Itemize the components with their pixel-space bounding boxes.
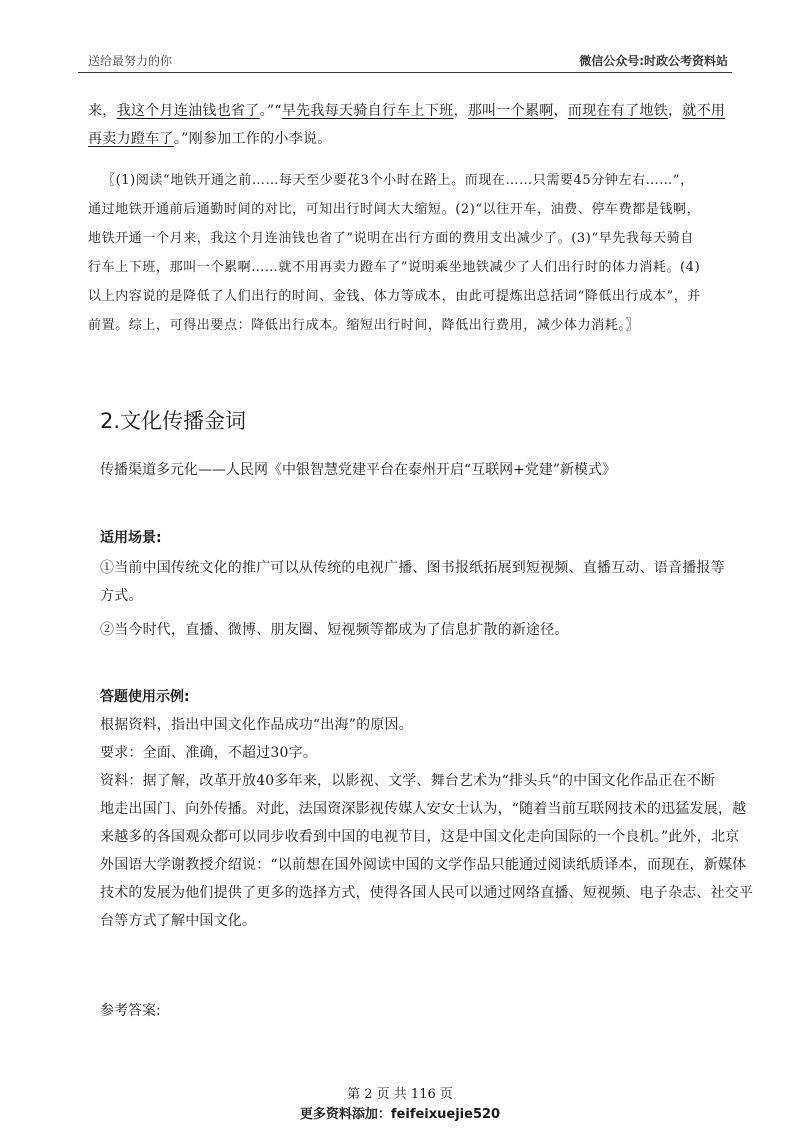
analysis-line: 前置。综上，可得出要点：降低出行成本。缩短出行时间，降低出行费用，减少体力消耗。〗	[88, 318, 640, 333]
scenes-block	[100, 554, 730, 644]
text-segment: ，	[553, 103, 568, 119]
example-block	[100, 711, 754, 935]
material-line: 台等方式了解中国文化。	[100, 913, 257, 929]
page-number: 第 2 页 共 116 页	[347, 1087, 453, 1102]
material-line: 地走出国门、向外传播。对此，法国资深影视传媒人安女士认为，“随着当前互联网技术的迅猛发展，越	[100, 801, 747, 817]
top-paragraph	[88, 99, 728, 151]
question-text: 根据资料，指出中国文化作品成功“出海”的原因。	[100, 717, 413, 733]
material-line: 来越多的各国观众都可以同步收看到中国的电视节目，这是中国文化走向国际的一个良机。”此外，北京	[100, 829, 740, 845]
material-line: 外国语大学谢教授介绍说：“以前想在国外阅读中国的文学作品只能通过阅读纸质译本，而现在，新媒体	[100, 857, 747, 873]
text-segment: 。”刚参加工作的小李说。	[173, 131, 332, 147]
underlined-segment: 就不用	[682, 103, 726, 119]
answer-heading: 参考答案:	[100, 1003, 161, 1019]
scenes-heading: 适用场景:	[100, 530, 162, 546]
analysis-block	[88, 166, 728, 340]
underlined-segment: 而现在有了地铁	[567, 103, 668, 119]
header-left-text: 送给最努力的你	[88, 54, 173, 68]
text-segment: ，	[453, 103, 468, 119]
section-title: 2.文化传播金词	[100, 409, 247, 433]
scene-line: 方式。	[100, 588, 143, 604]
analysis-line: 地铁开通一个月来，我这个月连油钱也省了”说明在出行方面的费用支出减少了。(3)“早先我每天骑自	[88, 231, 694, 246]
requirement-text: 要求：全面、准确，不超过30字。	[100, 745, 318, 761]
scene-line: ②当今时代，直播、微博、朋友圈、短视频等都成为了信息扩散的新途径。	[100, 622, 569, 638]
underlined-segment: 再卖力蹬车了	[88, 131, 174, 147]
analysis-line: 〖(1)阅读“地铁开通之前……每天至少要花3个小时在路上。而现在……只需要45分钟左右……”，	[102, 173, 694, 188]
underlined-segment: 我这个月连油钱也省了	[116, 103, 260, 119]
top-paragraph-line	[88, 127, 728, 151]
text-segment: ，	[667, 103, 683, 119]
footer-note: 更多资料添加：feifeixuejie520	[299, 1107, 501, 1122]
analysis-line: 以上内容说的是降低了人们出行的时间、金钱、体力等成本，由此可提炼出总括词“降低出行成本”，并	[88, 289, 701, 304]
example-heading: 答题使用示例:	[100, 689, 190, 705]
analysis-line: 通过地铁开通前后通勤时间的对比，可知出行时间大大缩短。(2)“以往开车，油费、停车费都是钱啊，	[88, 202, 701, 217]
material-line: 技术的发展为他们提供了更多的选择方式，使得各国人民可以通过网络直播、短视频、电子杂志、社交平	[100, 885, 754, 901]
text-segment: 。”“	[259, 103, 282, 119]
header-right-text: 微信公众号:时政公考资料站	[579, 54, 728, 68]
source-quote: 传播渠道多元化——人民网《中银智慧党建平台在泰州开启“互联网+党建”新模式》	[100, 462, 617, 478]
text-segment: 来，	[88, 103, 117, 119]
scene-line: ①当前中国传统文化的推广可以从传统的电视广播、图书报纸拓展到短视频、直播互动、语音播报等	[100, 560, 725, 576]
top-paragraph-line	[88, 99, 728, 123]
underlined-segment: 早先我每天骑自行车上下班	[281, 103, 454, 119]
header-divider	[78, 72, 732, 73]
underlined-segment: 那叫一个累啊	[467, 103, 554, 119]
material-line: 资料：据了解，改革开放40多年来，以影视、文学、舞台艺术为“排头兵”的中国文化作品正在不断	[100, 773, 716, 789]
analysis-line: 行车上下班，那叫一个累啊……就不用再卖力蹬车了”说明乘坐地铁减少了人们出行时的体力消耗。(4)	[88, 260, 701, 275]
